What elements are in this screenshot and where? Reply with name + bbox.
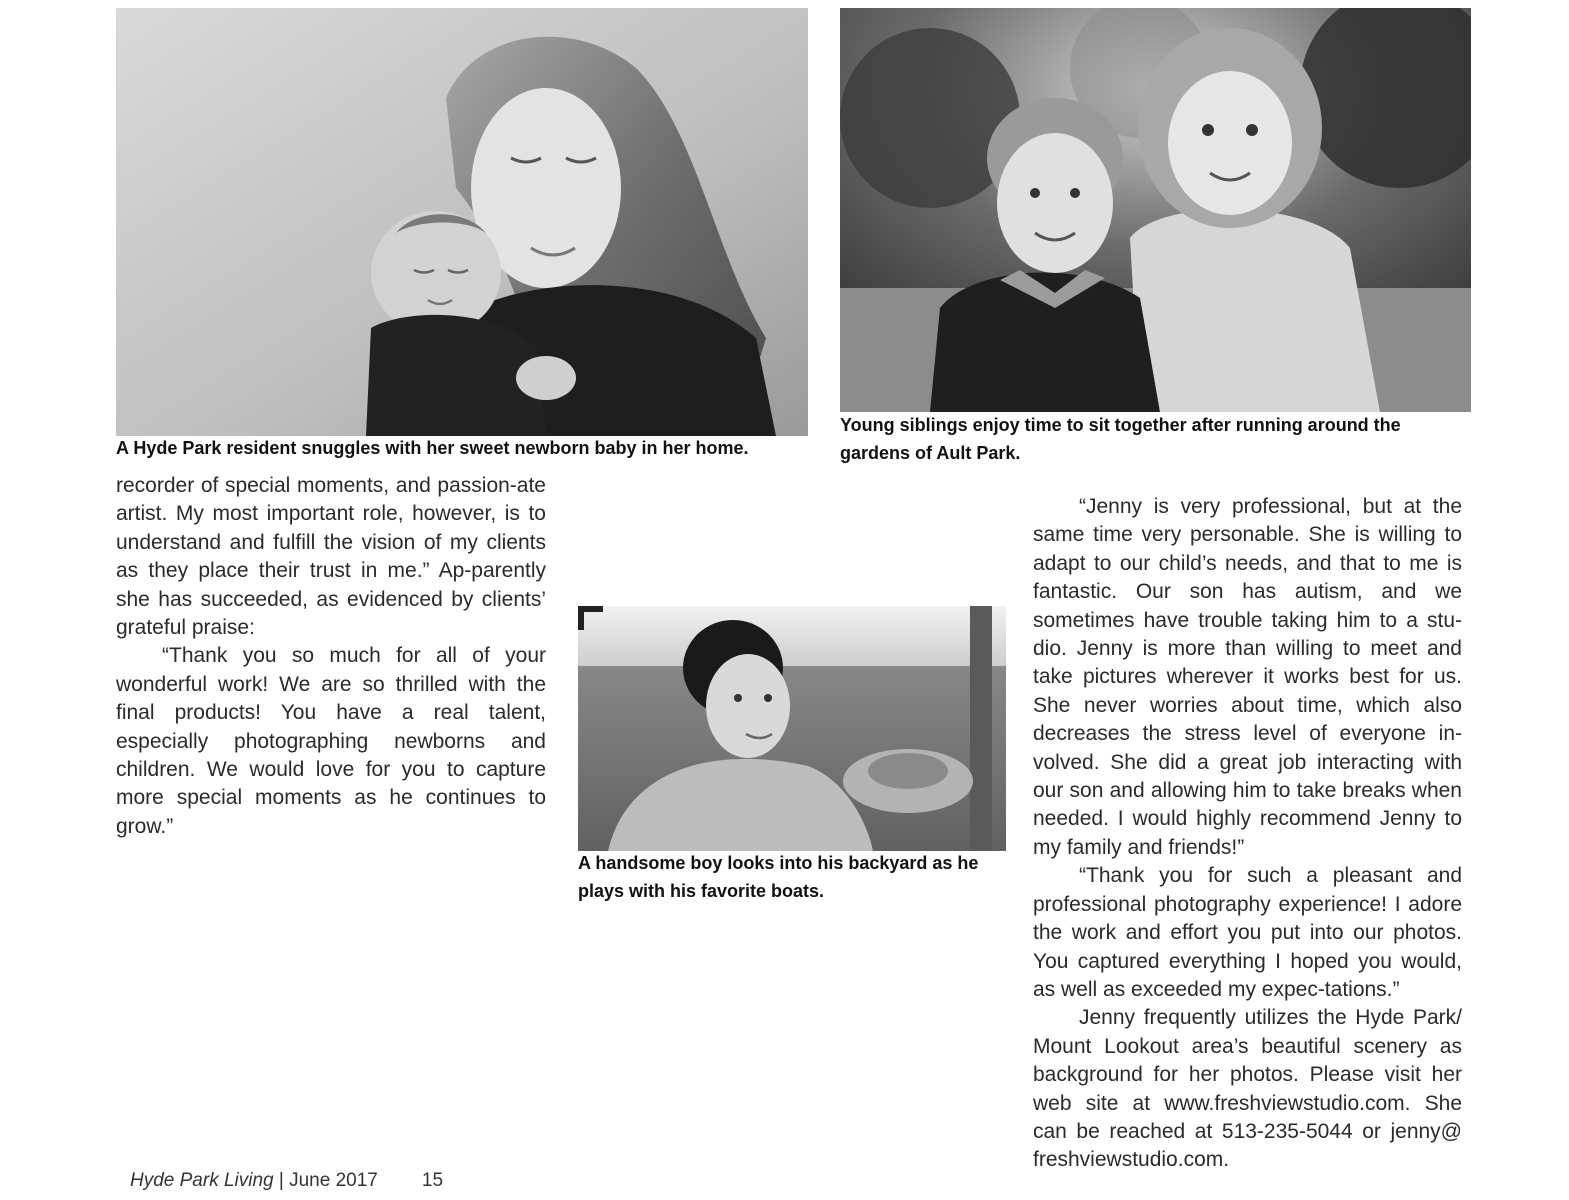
photo-boy-backyard [578, 606, 1006, 851]
photo-boy-backyard-image [578, 606, 1006, 851]
article-column-right [1033, 493, 1462, 1175]
article-paragraph: “Thank you for such a pleasant and professional photography experience! I adore the work and effort you put into our photos. You captured everything I hoped you would, as well as exceeded my expec-tations.” [1033, 864, 1462, 1001]
page-footer [130, 1170, 443, 1192]
photo-siblings [840, 8, 1471, 412]
photo-mother-newborn-image [116, 8, 808, 436]
article-column-left [116, 472, 546, 841]
article-paragraph: recorder of special moments, and passion-ate artist. My most important role, however, is to understand and fulfill the vision of my clients as they place their trust in me.” Ap-parently she has succeeded, as evidenced by clients’ grateful praise: [116, 474, 546, 640]
article-paragraph: “Thank you so much for all of your wonderful work! We are so thrilled with the final products! You have a real talent, especially photographing newborns and children. We would love for you to capture more special moments as he continues to grow.” [116, 644, 546, 838]
article-paragraph: “Jenny is very professional, but at the same time very personable. She is willing to adapt to our child’s needs, and that to me is fantastic. Our son has autism, and we sometimes have trouble taking him to a stu-dio. Jenny is more than willing to meet and take pictures wherever it works best for us. She never worries about time, which also decreases the stress level of everyone in-volved. She did a great job interacting with our son and allowing him to take breaks when needed. I would highly recommend Jenny to my family and friends!” [1033, 495, 1462, 859]
caption-mother-newborn: A Hyde Park resident snuggles with her sweet newborn baby in her home. [116, 438, 749, 458]
caption-boy-backyard: A handsome boy looks into his backyard as he plays with his favorite boats. [578, 853, 979, 901]
caption-siblings: Young siblings enjoy time to sit together after running around the gardens of Ault Park. [840, 415, 1401, 463]
page-number: 15 [421, 1170, 444, 1191]
photo-siblings-image [840, 8, 1471, 412]
article-paragraph: Jenny frequently utilizes the Hyde Park/ Mount Lookout area’s beautiful scenery as background for her photos. Please visit her web site at www.freshviewstudio.com. She can be reached at 513-235-5044 or jenny@ freshviewstudio.com. [1033, 1006, 1462, 1172]
photo-mother-newborn [116, 8, 808, 436]
publication-name: Hyde Park Living [130, 1170, 274, 1191]
issue-date: | June 2017 [273, 1170, 378, 1191]
